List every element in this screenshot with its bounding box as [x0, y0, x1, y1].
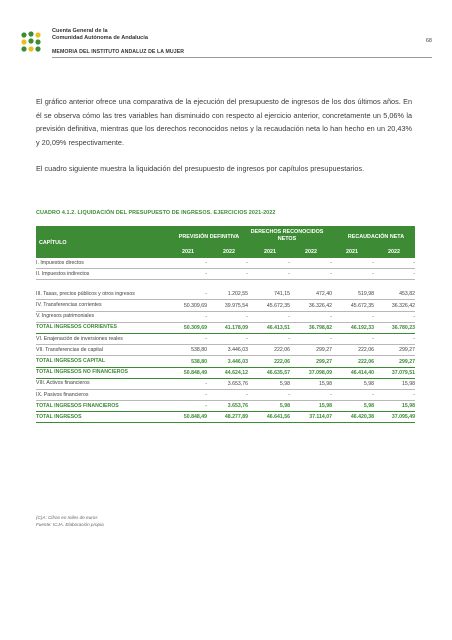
paragraph-intro-table: El cuadro siguiente muestra la liquidación del presupuesto de ingresos por capítulos presupuestarios. [36, 164, 365, 173]
row-value: 299,27 [399, 358, 415, 365]
table-row [36, 312, 415, 323]
row-value: - [372, 271, 374, 278]
table-total-row [36, 356, 415, 367]
row-value: 453,82 [399, 291, 415, 298]
table-row [36, 258, 415, 269]
page-number: 68 [425, 38, 432, 44]
header-divider [52, 57, 432, 58]
row-value: 1.202,55 [227, 291, 248, 298]
row-label: VII. Transferencias de capital [36, 346, 103, 353]
table-row [36, 379, 415, 390]
row-value: - [205, 403, 207, 410]
table-row [36, 390, 415, 401]
row-value: 48.277,89 [224, 414, 248, 421]
row-value: 50.309,69 [183, 324, 207, 331]
header-year: 2021 [264, 249, 276, 255]
row-value: - [246, 271, 248, 278]
header-org-line2: Comunidad Autónoma de Andalucía [52, 35, 148, 41]
row-value: 5,98 [279, 403, 290, 410]
row-value: 15,98 [402, 380, 415, 387]
row-value: 15,98 [319, 380, 332, 387]
table-total-row [36, 368, 415, 379]
row-value: 15,98 [319, 403, 332, 410]
row-value: 46.635,57 [266, 369, 290, 376]
row-value: - [372, 392, 374, 399]
row-value: 3.653,76 [227, 380, 248, 387]
row-value: 45.672,35 [266, 302, 290, 309]
row-value: 538,80 [191, 358, 207, 365]
row-value: 15,98 [402, 403, 415, 410]
table-note-units: (C)A: Cifras en miles de euros [36, 515, 98, 520]
row-value: - [205, 336, 207, 343]
junta-logo-icon [20, 30, 46, 54]
paragraph-comparison: El gráfico anterior ofrece una comparativa de la ejecución del presupuesto de ingresos de los dos últimos años. En él se observa cómo las tres variables han disminuido con respecto al ejercicio anterior, concretamente un 5,06% la previsión definitiva, mientras que los derechos reconocidos netos y la recaudación neta lo han hecho en un 20,43% y 20,09% respectivamente. [36, 97, 412, 147]
page-header [20, 24, 432, 64]
row-value: - [205, 260, 207, 267]
header-recaudacion: RECAUDACIÓN NETA [347, 234, 405, 240]
row-value: - [288, 260, 290, 267]
header-derechos: DERECHOS RECONOCIDOS NETOS [250, 229, 324, 242]
row-value: 50.309,69 [183, 302, 207, 309]
row-value: 36.780,23 [391, 324, 415, 331]
row-value: 299,27 [316, 347, 332, 354]
row-label: I. Impuestos directos [36, 259, 84, 266]
row-value: - [205, 380, 207, 387]
table-header [36, 226, 415, 258]
row-value: 50.848,49 [183, 414, 207, 421]
row-value: - [330, 392, 332, 399]
row-value: 39.975,54 [224, 302, 248, 309]
row-value: 5,98 [279, 380, 290, 387]
table-body [36, 258, 415, 423]
row-value: 46.641,56 [266, 414, 290, 421]
row-value: - [288, 392, 290, 399]
table-row [36, 345, 415, 356]
row-value: - [205, 271, 207, 278]
table-row [36, 269, 415, 280]
income-liquidation-table [36, 226, 415, 423]
row-value: 299,27 [399, 347, 415, 354]
table-row [36, 300, 415, 311]
row-value: 37.079,51 [391, 369, 415, 376]
row-value: 299,27 [316, 358, 332, 365]
header-prevision: PREVISIÓN DEFINITIVA [178, 234, 240, 240]
row-value: 50.848,49 [183, 369, 207, 376]
row-value: - [288, 271, 290, 278]
header-year: 2022 [223, 249, 235, 255]
header-capitulo: CAPÍTULO [39, 240, 67, 246]
row-value: - [205, 291, 207, 298]
row-value: 222,06 [274, 347, 290, 354]
row-value: - [413, 313, 415, 320]
row-label: VI. Enajenación de inversiones reales [36, 335, 123, 342]
row-label: TOTAL INGRESOS NO FINANCIEROS [36, 369, 128, 376]
header-year: 2022 [388, 249, 400, 255]
row-label: VIII. Activos financieros [36, 380, 90, 387]
row-value: - [330, 313, 332, 320]
row-value: 36.326,42 [391, 302, 415, 309]
header-year: 2022 [305, 249, 317, 255]
row-value: 44.624,12 [224, 369, 248, 376]
row-value: - [372, 313, 374, 320]
row-value: 5,98 [363, 403, 374, 410]
row-value: 46.192,33 [350, 324, 374, 331]
row-value: - [413, 271, 415, 278]
row-value: - [246, 392, 248, 399]
row-value: 41.178,09 [224, 324, 248, 331]
header-org-line1: Cuenta General de la [52, 28, 108, 34]
header-organization [52, 28, 148, 42]
row-value: - [288, 313, 290, 320]
row-label: IX. Pasivos financieros [36, 391, 89, 398]
row-value: - [413, 336, 415, 343]
row-value: - [330, 336, 332, 343]
row-value: - [246, 313, 248, 320]
row-value: - [288, 336, 290, 343]
table-row [36, 334, 415, 345]
row-value: 36.798,82 [308, 324, 332, 331]
row-value: 46.420,38 [350, 414, 374, 421]
row-label: V. Ingresos patrimoniales [36, 313, 95, 320]
table-total-row [36, 401, 415, 412]
row-value: - [413, 260, 415, 267]
header-section-title: MEMORIA DEL INSTITUTO ANDALUZ DE LA MUJER [52, 49, 185, 55]
row-value: 3.446,03 [227, 347, 248, 354]
table-total-row [36, 412, 415, 423]
row-value: - [205, 392, 207, 399]
row-value: 37.114,07 [309, 414, 332, 421]
table-row [36, 280, 415, 300]
row-value: 46.414,40 [350, 369, 374, 376]
row-value: 37.095,49 [391, 414, 415, 421]
row-value: 3.446,03 [227, 358, 248, 365]
row-value: 37.098,09 [308, 369, 332, 376]
row-value: - [413, 392, 415, 399]
row-value: - [372, 260, 374, 267]
row-label: III. Tasas, precios públicos y otros ingresos [36, 290, 135, 297]
row-value: 36.326,42 [308, 302, 332, 309]
row-value: 3.653,76 [227, 403, 248, 410]
row-value: 538,80 [191, 347, 207, 354]
row-value: - [246, 260, 248, 267]
row-label: TOTAL INGRESOS CORRIENTES [36, 324, 117, 331]
row-value: - [330, 260, 332, 267]
row-label: TOTAL INGRESOS CAPITAL [36, 358, 106, 364]
row-value: 519,98 [358, 291, 374, 298]
row-value: 222,06 [274, 358, 290, 365]
row-value: - [372, 336, 374, 343]
row-value: 222,06 [358, 347, 374, 354]
row-value: 5,98 [363, 380, 374, 387]
row-label: II. Impuestos indirectos [36, 270, 90, 277]
row-label: TOTAL INGRESOS [36, 413, 82, 420]
row-value: - [246, 336, 248, 343]
table-note-source: Fuente: ICJA. Elaboración propia [36, 522, 104, 527]
header-year: 2021 [346, 249, 358, 255]
row-value: 46.413,51 [266, 324, 290, 331]
table-caption: CUADRO 4.1.2. LIQUIDACIÓN DEL PRESUPUESTO DE INGRESOS. EJERCICIOS 2021-2022 [36, 210, 276, 216]
row-value: - [205, 313, 207, 320]
row-label: TOTAL INGRESOS FINANCIEROS [36, 402, 119, 409]
row-label: IV. Transferencias corrientes [36, 302, 102, 309]
row-value: 45.672,35 [350, 302, 374, 309]
header-year: 2021 [182, 249, 194, 255]
row-value: 472,40 [316, 291, 332, 298]
table-total-row [36, 323, 415, 334]
row-value: 741,15 [274, 291, 290, 298]
row-value: 222,06 [358, 358, 374, 365]
row-value: - [330, 271, 332, 278]
